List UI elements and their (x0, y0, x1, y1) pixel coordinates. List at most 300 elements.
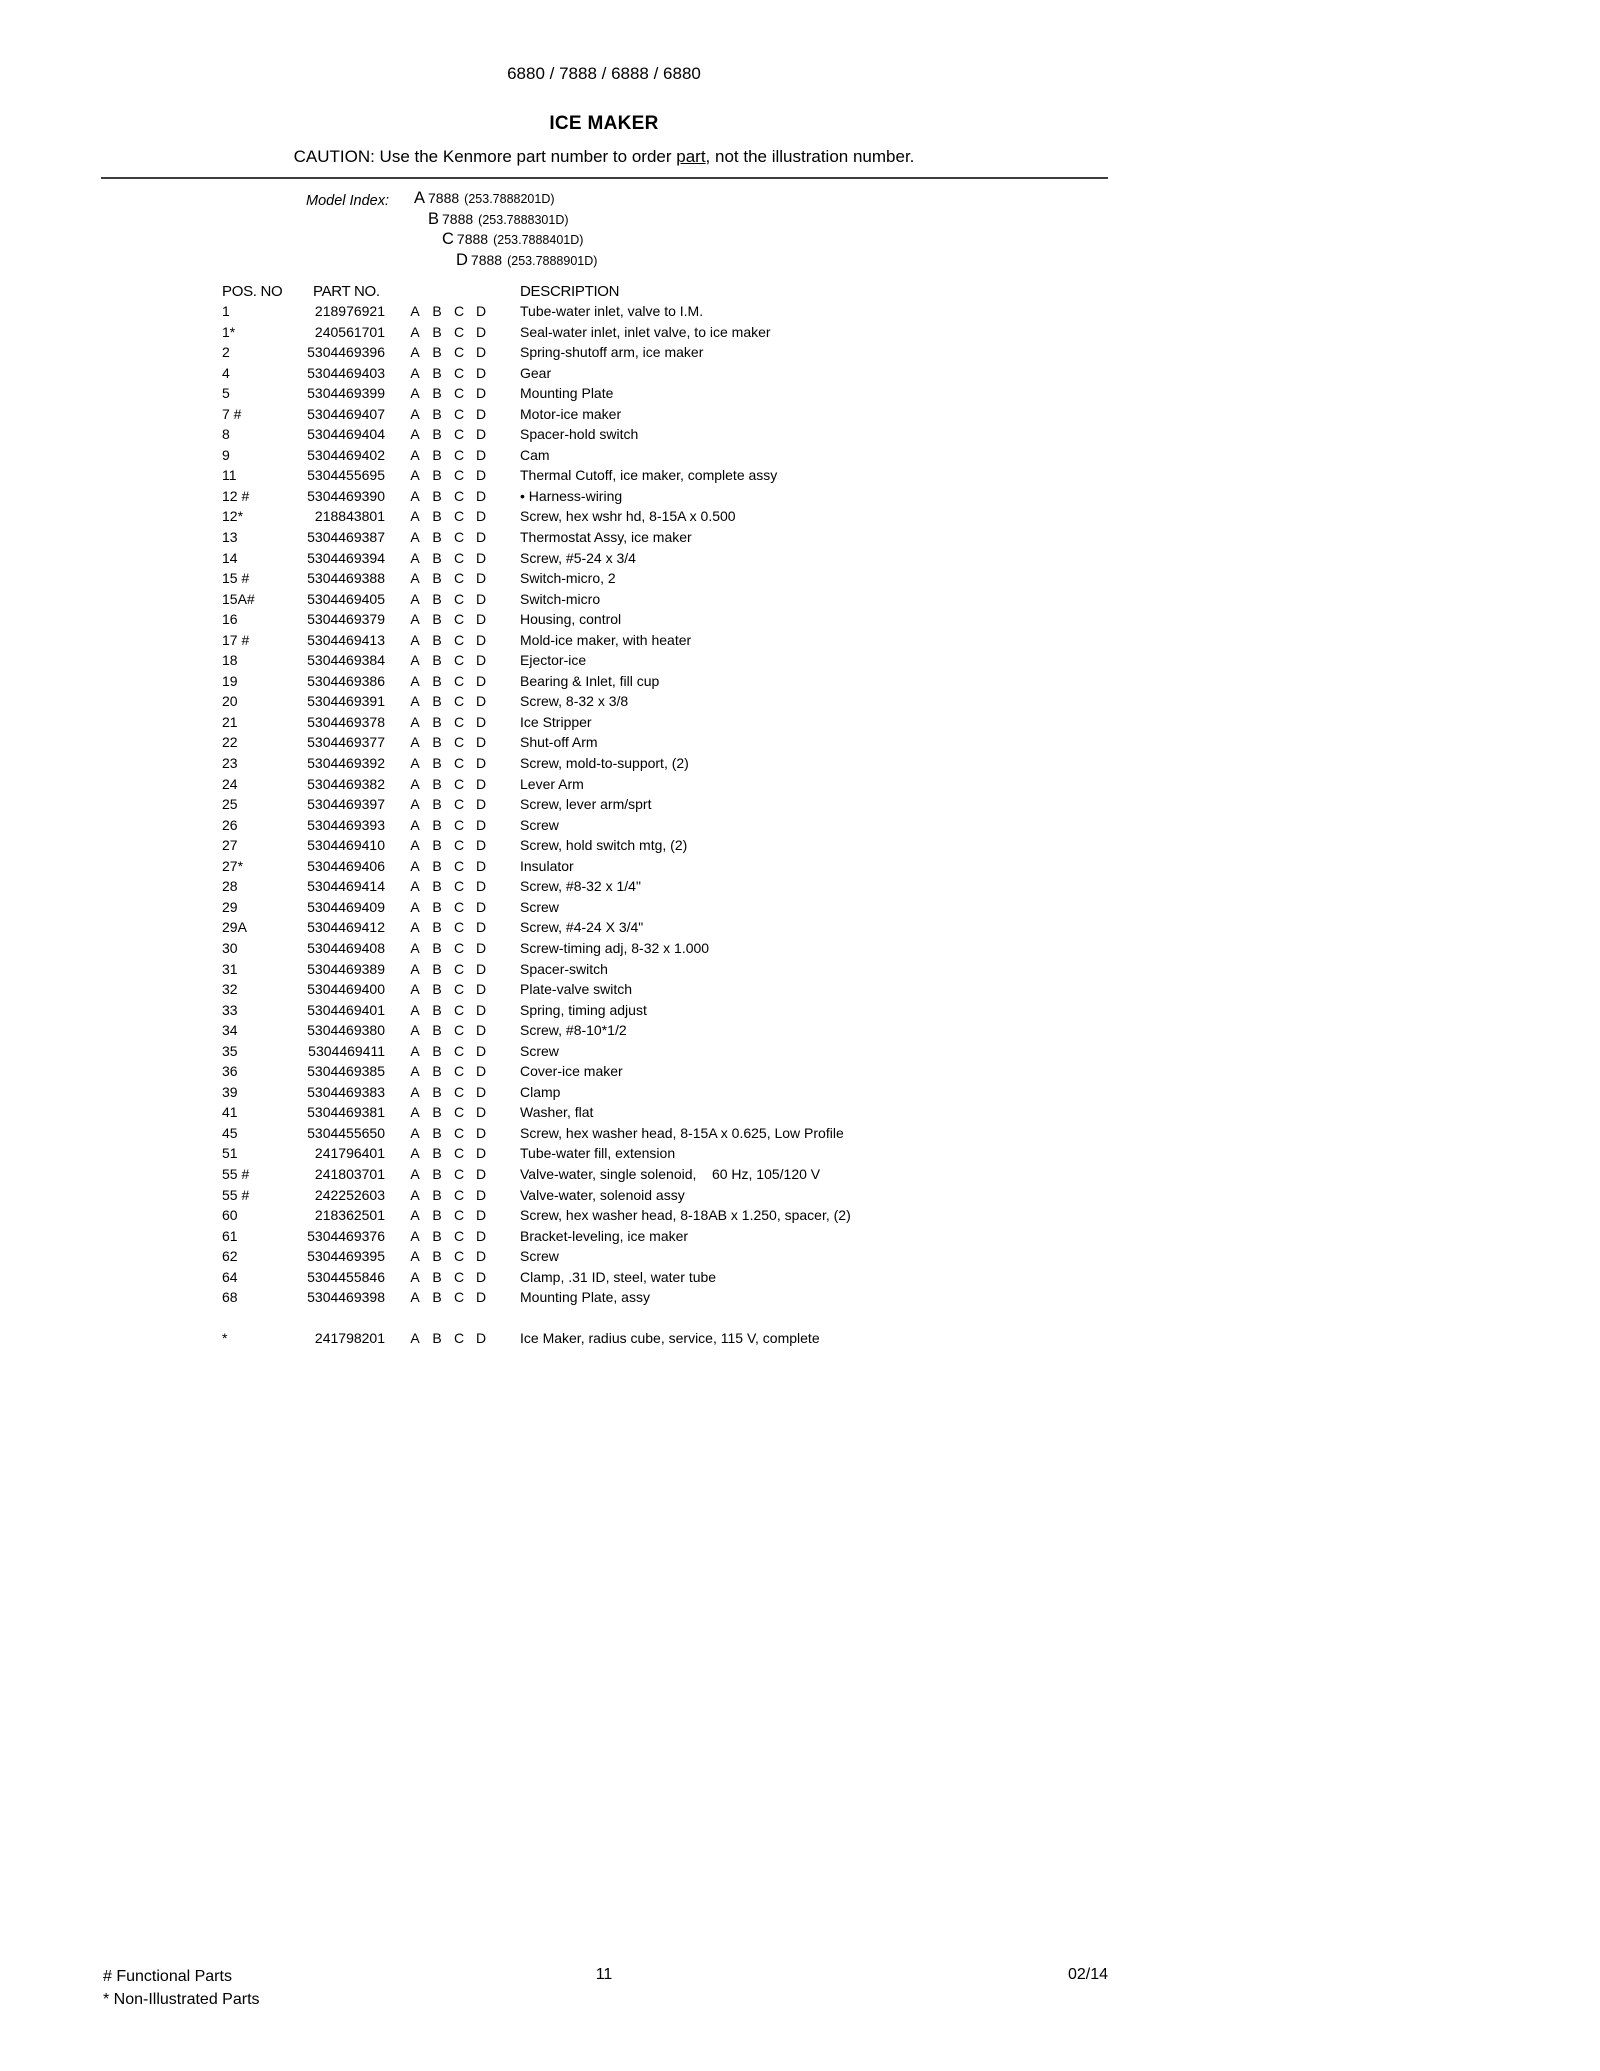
model-index-line (414, 229, 597, 250)
model-col-D: D (475, 939, 487, 956)
model-col-B: B (432, 405, 442, 422)
model-col-A: A (410, 796, 420, 813)
model-col-D: D (475, 1124, 487, 1141)
model-col-D: D (475, 529, 487, 546)
model-col-A: A (410, 446, 420, 463)
parts-table-row (0, 1205, 1600, 1226)
model-col-B: B (432, 303, 442, 319)
model-cols-cell (404, 712, 492, 733)
pos-no-cell: 41 (222, 1104, 238, 1121)
description-cell: Screw, lever arm/sprt (520, 796, 652, 813)
model-col-B: B (432, 1207, 442, 1224)
pos-no-cell: 55 # (222, 1186, 250, 1203)
description-cell: Screw, #5-24 x 3/4 (520, 549, 636, 566)
description-cell: Clamp (520, 1083, 561, 1100)
description-cell: Mounting Plate (520, 385, 614, 402)
model-col-D: D (475, 857, 487, 874)
model-col-D: D (475, 898, 487, 915)
model-col-D: D (475, 796, 487, 813)
pos-no-cell: 13 (222, 529, 238, 546)
pos-no-cell: 27* (222, 857, 244, 874)
description-cell: Valve-water, single solenoid, 60 Hz, 105/120 V (520, 1165, 821, 1182)
parts-table-row (0, 1082, 1600, 1103)
model-col-C: C (453, 426, 465, 443)
model-col-A: A (410, 549, 420, 566)
parts-table-row (0, 1123, 1600, 1144)
pos-no-cell: 31 (222, 960, 238, 977)
model-col-D: D (475, 1207, 487, 1224)
parts-table-row (0, 424, 1600, 445)
model-col-D: D (475, 1104, 487, 1121)
model-col-D: D (475, 816, 487, 833)
description-cell: Bearing & Inlet, fill cup (520, 672, 660, 689)
parts-table-row (0, 1000, 1600, 1021)
description-cell: Screw, 8-32 x 3/8 (520, 693, 629, 710)
part-no-cell: 5304469404 (307, 426, 385, 443)
pos-no-cell: 12* (222, 508, 244, 525)
model-col-D: D (475, 1248, 487, 1265)
part-no-cell: 5304469391 (307, 693, 385, 710)
model-cols-cell (404, 404, 492, 425)
model-col-A: A (410, 919, 420, 936)
model-col-D: D (475, 631, 487, 648)
part-no-cell: 5304469394 (307, 549, 385, 566)
pos-no-cell: 26 (222, 816, 238, 833)
model-index-line (414, 188, 597, 209)
description-cell: Ice Maker, radius cube, service, 115 V, complete (520, 1330, 820, 1347)
model-col-A: A (410, 960, 420, 977)
description-cell: Spring-shutoff arm, ice maker (520, 344, 704, 361)
part-no-cell: 5304455695 (307, 467, 385, 484)
parts-table-row (0, 856, 1600, 877)
pos-no-cell: 5 (222, 385, 230, 402)
parts-table-row (0, 1102, 1600, 1123)
model-cols-cell (404, 815, 492, 836)
column-header-part: PART NO. (313, 283, 380, 300)
model-col-C: C (453, 878, 465, 895)
model-col-A: A (410, 672, 420, 689)
model-col-B: B (432, 1186, 442, 1203)
part-no-cell: 5304469414 (307, 878, 385, 895)
pos-no-cell: 19 (222, 672, 238, 689)
model-col-A: A (410, 837, 420, 854)
model-col-A: A (410, 385, 420, 402)
pos-no-cell: 21 (222, 713, 238, 730)
parts-table-row (0, 548, 1600, 569)
model-col-A: A (410, 467, 420, 484)
pos-no-cell: 28 (222, 878, 238, 895)
model-number: (253.7888201D) (464, 192, 555, 206)
pos-no-cell: * (222, 1330, 228, 1347)
pos-no-cell: 8 (222, 426, 230, 443)
horizontal-rule (101, 177, 1108, 179)
parts-table-row (0, 1143, 1600, 1164)
pos-no-cell: 55 # (222, 1165, 250, 1182)
model-col-A: A (410, 898, 420, 915)
model-col-C: C (453, 1330, 465, 1347)
parts-table-row (0, 876, 1600, 897)
parts-table-row (0, 897, 1600, 918)
model-col-A: A (410, 1207, 420, 1224)
pos-no-cell: 23 (222, 755, 238, 772)
model-col-A: A (410, 590, 420, 607)
model-col-A: A (410, 1227, 420, 1244)
model-col-A: A (410, 631, 420, 648)
description-cell: Screw, hex wshr hd, 8-15A x 0.500 (520, 508, 736, 525)
model-col-A: A (410, 405, 420, 422)
part-no-cell: 241798201 (314, 1330, 385, 1347)
parts-table-row (0, 650, 1600, 671)
parts-table-row (0, 445, 1600, 466)
parts-table-row (0, 774, 1600, 795)
parts-table-row (0, 630, 1600, 651)
description-cell: Ice Stripper (520, 713, 592, 730)
pos-no-cell: 25 (222, 796, 238, 813)
parts-table-row (0, 363, 1600, 384)
model-letter: A (414, 189, 426, 207)
parts-table-row (0, 959, 1600, 980)
model-col-B: B (432, 344, 442, 361)
model-col-D: D (475, 1165, 487, 1182)
model-cols-cell (404, 383, 492, 404)
model-col-A: A (410, 364, 420, 381)
model-cols-cell (404, 856, 492, 877)
model-cols-cell (404, 1143, 492, 1164)
part-no-cell: 5304469401 (307, 1001, 385, 1018)
description-cell: Ejector-ice (520, 652, 587, 669)
pos-no-cell: 15A# (222, 590, 255, 607)
model-cols-cell (404, 959, 492, 980)
model-col-C: C (453, 1165, 465, 1182)
pos-no-cell: 34 (222, 1022, 238, 1039)
description-cell: Plate-valve switch (520, 981, 633, 998)
model-col-C: C (453, 1083, 465, 1100)
model-col-D: D (475, 426, 487, 443)
model-col-C: C (453, 898, 465, 915)
part-no-cell: 5304469381 (307, 1104, 385, 1121)
part-no-cell: 5304469412 (307, 919, 385, 936)
parts-table-row (0, 1185, 1600, 1206)
pos-no-cell: 39 (222, 1083, 238, 1100)
model-col-D: D (475, 590, 487, 607)
model-col-A: A (410, 1022, 420, 1039)
model-col-A: A (410, 611, 420, 628)
model-col-C: C (453, 590, 465, 607)
part-no-cell: 5304469376 (307, 1227, 385, 1244)
model-col-B: B (432, 919, 442, 936)
model-name: 7888 (428, 190, 460, 206)
pos-no-cell: 29 (222, 898, 238, 915)
model-col-A: A (410, 1248, 420, 1265)
model-col-C: C (453, 529, 465, 546)
model-col-B: B (432, 1042, 442, 1059)
model-cols-cell (404, 1267, 492, 1288)
model-col-B: B (432, 487, 442, 504)
model-col-A: A (410, 1186, 420, 1203)
model-cols-cell (404, 424, 492, 445)
model-col-B: B (432, 1165, 442, 1182)
model-col-A: A (410, 1165, 420, 1182)
pos-no-cell: 15 # (222, 570, 250, 587)
model-index-list (414, 188, 597, 270)
model-col-B: B (432, 1289, 442, 1306)
part-no-cell: 5304455650 (307, 1124, 385, 1141)
model-col-D: D (475, 1268, 487, 1285)
model-letter: B (428, 209, 440, 228)
model-col-C: C (453, 775, 465, 792)
model-cols-cell (404, 1328, 492, 1349)
pos-no-cell: 61 (222, 1227, 238, 1244)
model-cols-cell (404, 506, 492, 527)
pos-no-cell: 18 (222, 652, 238, 669)
model-col-D: D (475, 755, 487, 772)
parts-table-row (0, 794, 1600, 815)
description-cell: Switch-micro, 2 (520, 570, 616, 587)
part-no-cell: 241803701 (314, 1165, 385, 1182)
description-cell: Bracket-leveling, ice maker (520, 1227, 689, 1244)
parts-table-row (0, 322, 1600, 343)
model-col-A: A (410, 755, 420, 772)
part-no-cell: 5304469402 (307, 446, 385, 463)
description-cell: Screw (520, 1248, 559, 1265)
model-col-D: D (475, 1042, 487, 1059)
pos-no-cell: 35 (222, 1042, 238, 1059)
parts-table-row (0, 404, 1600, 425)
model-col-A: A (410, 303, 420, 319)
pos-no-cell: 64 (222, 1268, 238, 1285)
description-cell: Screw, mold-to-support, (2) (520, 755, 689, 772)
model-col-B: B (432, 364, 442, 381)
model-col-B: B (432, 1248, 442, 1265)
model-col-B: B (432, 693, 442, 710)
pos-no-cell: 62 (222, 1248, 238, 1265)
part-no-cell: 5304469400 (307, 981, 385, 998)
part-no-cell: 5304469390 (307, 487, 385, 504)
model-col-C: C (453, 857, 465, 874)
parts-table-row (0, 979, 1600, 1000)
caution-prefix: CAUTION: Use the Kenmore part number to order (293, 147, 677, 166)
description-cell: Screw, #4-24 X 3/4" (520, 919, 644, 936)
parts-table-row (0, 589, 1600, 610)
model-col-C: C (453, 549, 465, 566)
model-cols-cell (404, 527, 492, 548)
model-cols-cell (404, 1061, 492, 1082)
model-col-C: C (453, 1042, 465, 1059)
model-col-A: A (410, 981, 420, 998)
column-header-description: DESCRIPTION (520, 283, 620, 300)
description-cell: Gear (520, 364, 552, 381)
model-col-C: C (453, 323, 465, 340)
model-cols-cell (404, 753, 492, 774)
pos-no-cell: 11 (222, 467, 237, 484)
model-col-C: C (453, 344, 465, 361)
model-col-B: B (432, 1001, 442, 1018)
model-col-C: C (453, 960, 465, 977)
description-cell: Spacer-hold switch (520, 426, 639, 443)
description-cell: Motor-ice maker (520, 405, 622, 422)
model-col-D: D (475, 981, 487, 998)
model-col-B: B (432, 570, 442, 587)
part-no-cell: 5304469411 (308, 1042, 385, 1059)
footer-non-illustrated: * Non-Illustrated Parts (103, 1990, 260, 2008)
description-cell: Valve-water, solenoid assy (520, 1186, 685, 1203)
description-cell: Screw (520, 1042, 559, 1059)
model-col-C: C (453, 1207, 465, 1224)
model-col-A: A (410, 1145, 420, 1162)
model-col-C: C (453, 919, 465, 936)
caution-suffix: , not the illustration number. (705, 147, 915, 166)
model-index-line (414, 209, 597, 230)
model-col-B: B (432, 549, 442, 566)
model-name: 7888 (470, 251, 503, 268)
model-col-B: B (432, 1083, 442, 1100)
parts-table-row (0, 815, 1600, 836)
description-cell: Screw-timing adj, 8-32 x 1.000 (520, 939, 710, 956)
part-no-cell: 5304469384 (307, 652, 385, 669)
model-col-C: C (453, 981, 465, 998)
model-col-B: B (432, 939, 442, 956)
description-cell: Screw (520, 816, 559, 833)
model-cols-cell (404, 1287, 492, 1308)
model-letter: C (442, 230, 454, 248)
model-col-A: A (410, 693, 420, 710)
model-col-C: C (453, 467, 465, 484)
description-cell: Insulator (520, 857, 574, 874)
model-col-C: C (453, 1268, 465, 1285)
pos-no-cell: 30 (222, 939, 238, 956)
model-col-A: A (410, 1083, 420, 1100)
pos-no-cell: 45 (222, 1124, 238, 1141)
parts-table-row (0, 1246, 1600, 1267)
model-col-D: D (475, 1186, 487, 1203)
model-col-D: D (475, 1001, 487, 1018)
footer-date: 02/14 (1067, 1966, 1108, 1983)
model-col-C: C (453, 385, 465, 402)
pos-no-cell: 68 (222, 1289, 238, 1306)
model-number: (253.7888901D) (507, 253, 598, 268)
pos-no-cell: 32 (222, 981, 238, 998)
page-title: ICE MAKER (549, 113, 659, 134)
description-cell: Thermal Cutoff, ice maker, complete assy (520, 467, 778, 484)
model-cols-cell (404, 691, 492, 712)
model-col-C: C (453, 1248, 465, 1265)
model-cols-cell (404, 1082, 492, 1103)
model-col-D: D (475, 487, 487, 504)
description-cell: Screw, hex washer head, 8-15A x 0.625, Low Profile (520, 1124, 844, 1141)
parts-table-row (0, 753, 1600, 774)
pos-no-cell: 17 # (222, 631, 250, 648)
model-col-B: B (432, 1330, 442, 1347)
footer-functional-parts: # Functional Parts (103, 1968, 232, 1985)
model-col-B: B (432, 816, 442, 833)
parts-table-row (0, 1061, 1600, 1082)
part-no-cell: 241796401 (314, 1145, 385, 1162)
part-no-cell: 5304469397 (307, 796, 385, 813)
description-cell: Mounting Plate, assy (520, 1289, 650, 1306)
model-col-B: B (432, 631, 442, 648)
caution-underlined-word: part (676, 147, 706, 166)
model-cols-cell (404, 794, 492, 815)
model-col-A: A (410, 1268, 420, 1285)
model-col-D: D (475, 919, 487, 936)
model-cols-cell (404, 1123, 492, 1144)
model-col-C: C (453, 652, 465, 669)
pos-no-cell: 22 (222, 734, 238, 751)
model-cols-cell (404, 1041, 492, 1062)
part-no-cell: 5304469407 (307, 405, 385, 422)
model-col-C: C (453, 303, 465, 319)
parts-table-row (0, 506, 1600, 527)
model-col-B: B (432, 755, 442, 772)
parts-table-row (0, 1164, 1600, 1185)
pos-no-cell: 2 (222, 344, 230, 361)
model-number: (253.7888401D) (493, 233, 584, 247)
part-no-cell: 5304469395 (307, 1248, 385, 1265)
model-col-A: A (410, 508, 420, 525)
model-col-D: D (475, 1063, 487, 1080)
model-col-C: C (453, 487, 465, 504)
parts-table-row (0, 835, 1600, 856)
parts-table-row (0, 1328, 1600, 1349)
pos-no-cell: 60 (222, 1207, 238, 1224)
model-col-B: B (432, 385, 442, 402)
model-col-B: B (432, 672, 442, 689)
model-col-B: B (432, 529, 442, 546)
model-col-D: D (475, 549, 487, 566)
model-col-A: A (410, 426, 420, 443)
model-col-C: C (453, 713, 465, 730)
model-col-D: D (475, 693, 487, 710)
model-cols-cell (404, 1185, 492, 1206)
description-cell: Cover-ice maker (520, 1063, 623, 1080)
part-no-cell: 218362501 (314, 1207, 385, 1224)
parts-table-row (0, 1267, 1600, 1288)
model-col-D: D (475, 385, 487, 402)
part-no-cell: 240561701 (314, 323, 385, 340)
model-col-A: A (410, 939, 420, 956)
part-no-cell: 218843801 (314, 508, 385, 525)
parts-table-row (0, 691, 1600, 712)
model-col-D: D (475, 1083, 487, 1100)
model-col-A: A (410, 857, 420, 874)
model-col-B: B (432, 960, 442, 977)
description-cell: Screw, hold switch mtg, (2) (520, 837, 688, 854)
model-col-D: D (475, 1022, 487, 1039)
model-col-D: D (475, 446, 487, 463)
part-no-cell: 5304469389 (307, 960, 385, 977)
pos-no-cell: 12 # (222, 487, 250, 504)
description-cell: Screw, hex washer head, 8-18AB x 1.250, spacer, (2) (520, 1207, 851, 1224)
model-cols-cell (404, 897, 492, 918)
pos-no-cell: 1* (222, 323, 236, 340)
pos-no-cell: 9 (222, 446, 230, 463)
pos-no-cell: 27 (222, 837, 238, 854)
model-col-D: D (475, 1289, 487, 1306)
part-no-cell: 5304469405 (307, 590, 385, 607)
model-col-A: A (410, 323, 420, 340)
part-no-cell: 5304469403 (307, 364, 385, 381)
model-col-A: A (410, 652, 420, 669)
model-col-D: D (475, 364, 487, 381)
model-col-C: C (453, 1145, 465, 1162)
model-col-A: A (410, 1001, 420, 1018)
description-cell: Tube-water fill, extension (520, 1145, 676, 1162)
model-col-A: A (410, 1330, 420, 1347)
part-no-cell: 5304469399 (307, 385, 385, 402)
model-col-A: A (410, 570, 420, 587)
model-col-C: C (453, 405, 465, 422)
model-col-B: B (432, 1063, 442, 1080)
